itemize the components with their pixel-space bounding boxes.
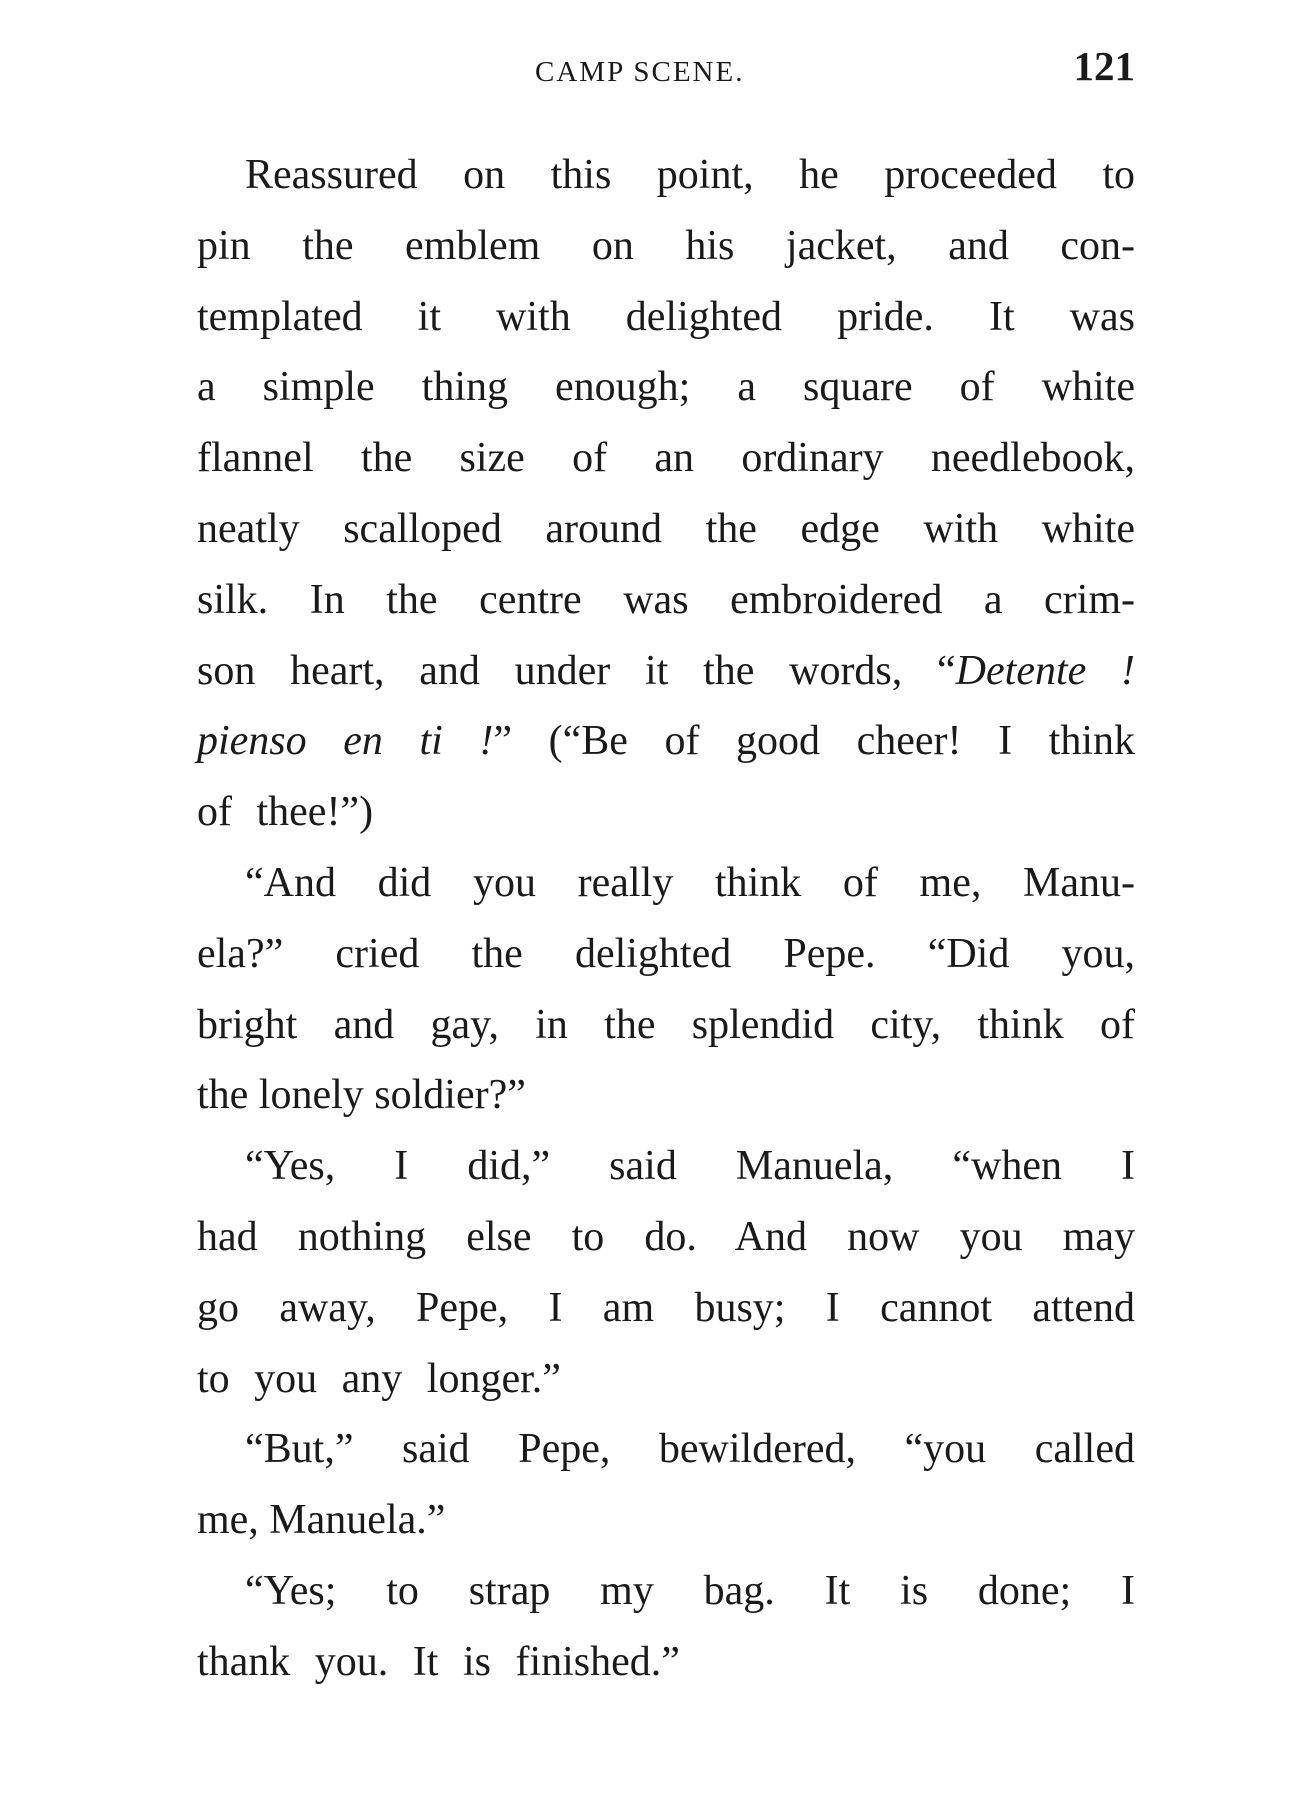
text-line: pin the emblem on his jacket, and con-	[197, 222, 1135, 269]
running-title: CAMP SCENE.	[535, 56, 745, 88]
italic-phrase: pienso en ti !	[197, 718, 494, 765]
text-line: the lonely soldier?”	[197, 1072, 526, 1119]
paragraph	[197, 848, 1135, 1131]
text-line: of thee!”)	[197, 789, 374, 836]
text-line: thank you. It is finished.”	[197, 1638, 680, 1685]
text-line: “Yes; to strap my bag. It is done; I	[245, 1567, 1135, 1614]
paragraph	[197, 140, 1135, 848]
text-line: flannel the size of an ordinary needlebook,	[197, 435, 1135, 482]
text-span: ” (“Be of good cheer! I think	[493, 718, 1135, 765]
text-line: to you any longer.”	[197, 1355, 561, 1402]
italic-phrase: Detente !	[955, 647, 1135, 694]
text-line: neatly scalloped around the edge with white	[197, 505, 1135, 552]
text-line: “And did you really think of me, Manu-	[245, 859, 1135, 906]
text-line: ela?” cried the delighted Pepe. “Did you,	[197, 930, 1135, 977]
text-line: a simple thing enough; a square of white	[197, 364, 1135, 411]
paragraph	[197, 1556, 1135, 1698]
body-text	[197, 140, 1135, 1698]
text-span: son heart, and under it the words, “	[197, 647, 956, 694]
text-line: “But,” said Pepe, bewildered, “you called	[245, 1426, 1135, 1473]
text-line	[197, 636, 1135, 707]
text-line: me, Manuela.”	[197, 1497, 446, 1544]
text-line: Reassured on this point, he proceeded to	[245, 152, 1135, 198]
paragraph	[197, 1131, 1135, 1414]
text-line: go away, Pepe, I am busy; I cannot attend	[197, 1284, 1135, 1331]
text-line: had nothing else to do. And now you may	[197, 1213, 1135, 1260]
text-line: “Yes, I did,” said Manuela, “when I	[245, 1143, 1135, 1190]
page-number: 121	[1073, 43, 1135, 89]
text-line: silk. In the centre was embroidered a crim-	[197, 576, 1135, 623]
text-line: templated it with delighted pride. It was	[197, 293, 1135, 340]
paragraph	[197, 1414, 1135, 1556]
text-line	[197, 706, 1135, 777]
running-head	[0, 42, 1289, 102]
text-line: bright and gay, in the splendid city, think of	[197, 1001, 1135, 1048]
